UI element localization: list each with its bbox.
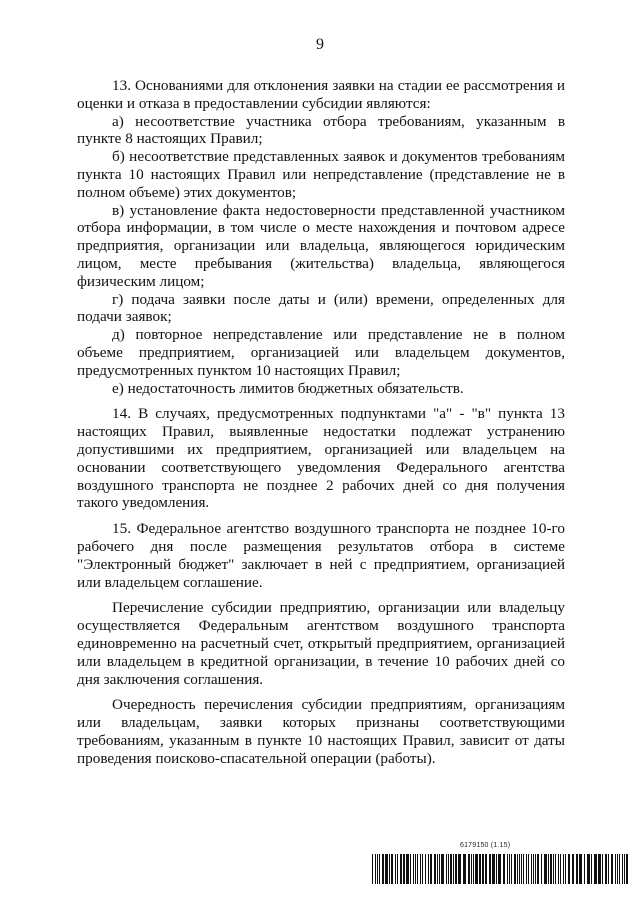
paragraph-14: 14. В случаях, предусмотренных подпунктами "а" - "в" пункта 13 настоящих Правил, выявленные недостатки подлежат устранению допустившими их предприятием, организацией или владельцем на основании соответствующего уведомления Федерального агентства воздушного транспорта не позднее 2 рабочих дней со дня получения такого уведомления. <box>77 405 565 512</box>
subitem-v: в) установление факта недостоверности представленной участником отбора информации, в том числе о месте нахождения и почтовом адресе предприятия, организации или владельца, являющегося юридическим лицом, месте пребывания (жительства) владельца, являющегося физическим лицом; <box>77 201 565 290</box>
document-body <box>77 77 565 767</box>
subitem-g: г) подача заявки после даты и (или) времени, определенных для подачи заявок; <box>77 290 565 326</box>
barcode-image <box>372 854 628 884</box>
paragraph-order: Очередность перечисления субсидии предприятиям, организациям или владельцам, заявки которых признаны соответствующими требованиям, указанным в пункте 10 настоящих Правил, зависит от даты проведения поисково-спасательной операции (работы). <box>77 696 565 767</box>
barcode-caption: 6179150 (1.15) <box>460 842 511 849</box>
subitem-b: б) несоответствие представленных заявок и документов требованиям пункта 10 настоящих Правил или непредставление (представление не в полном объеме) этих документов; <box>77 148 565 201</box>
subitem-e: е) недостаточность лимитов бюджетных обязательств. <box>112 379 464 397</box>
subitem-d: д) повторное непредставление или представление не в полном объеме предприятием, организацией или владельцем документов, предусмотренных пунктом 10 настоящих Правил; <box>77 326 565 379</box>
paragraph-13: 13. Основаниями для отклонения заявки на стадии ее рассмотрения и оценки и отказа в предоставлении субсидии являются: <box>77 77 565 112</box>
page-number: 9 <box>316 36 324 53</box>
paragraph-transfer: Перечисление субсидии предприятию, организации или владельцу осуществляется Федеральным агентством воздушного транспорта единовременно на расчетный счет, открытый предприятием, организацией или владельцем в кредитной организации, в течение 10 рабочих дней со дня заключения соглашения. <box>77 599 565 688</box>
paragraph-15: 15. Федеральное агентство воздушного транспорта не позднее 10-го рабочего дня после размещения результатов отбора в системе "Электронный бюджет" заключает в ней с предприятием, организацией или владельцем соглашение. <box>77 520 565 591</box>
subitem-a: а) несоответствие участника отбора требованиям, указанным в пункте 8 настоящих Правил; <box>77 112 565 148</box>
document-barcode <box>372 842 628 892</box>
